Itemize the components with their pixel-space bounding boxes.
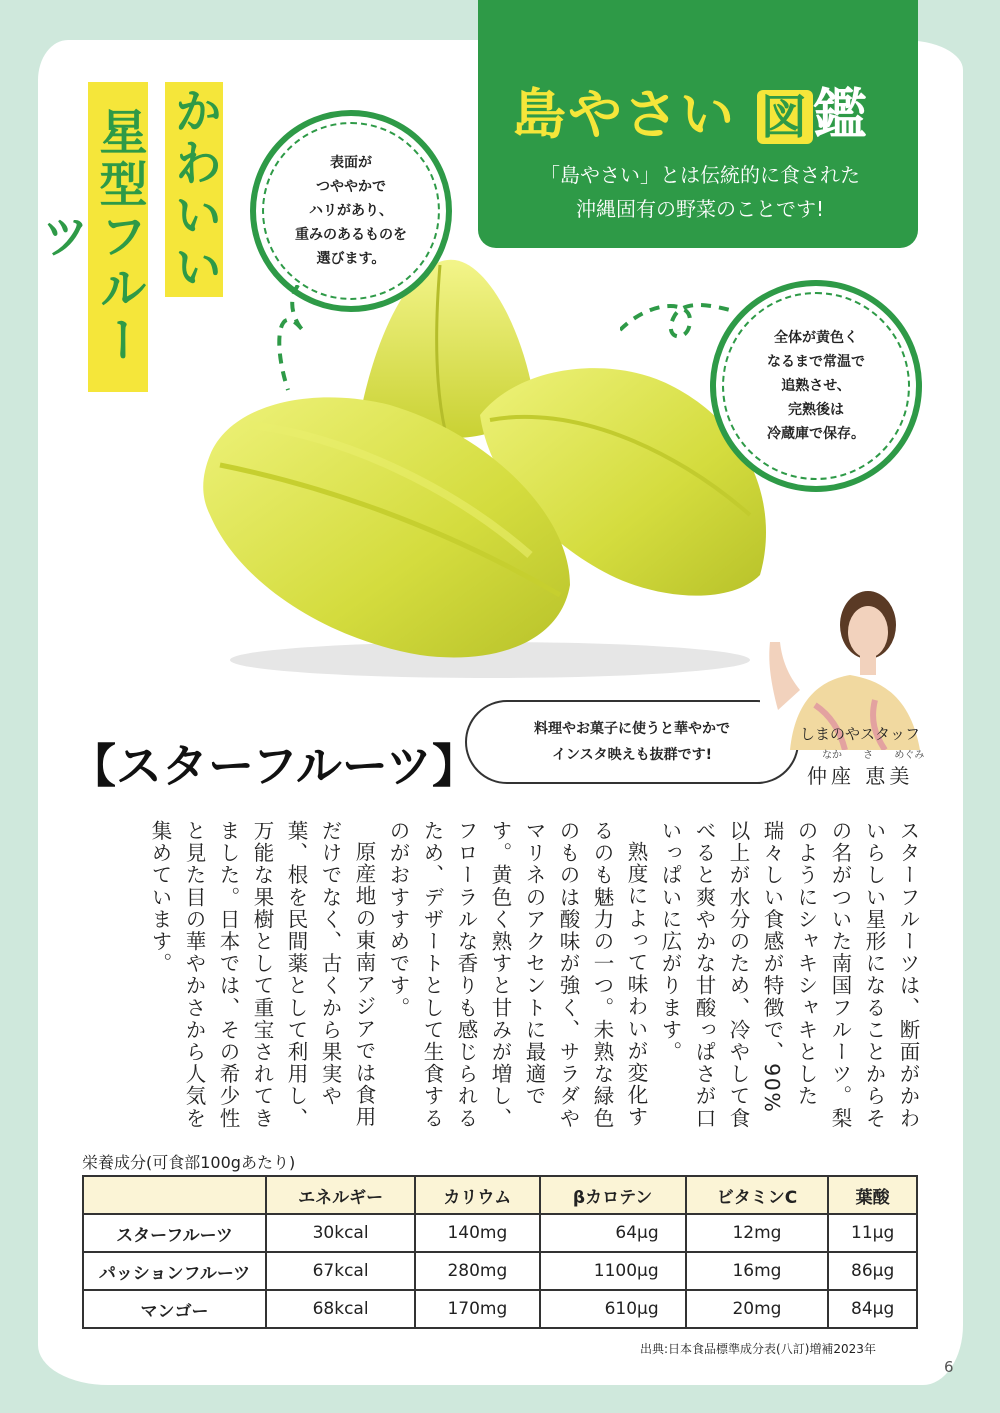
table-header-row: [83, 1176, 917, 1214]
title-part1: 島やさい: [512, 83, 736, 146]
body-paragraph-1: スターフルーツは、断面がかわいらしい星形になることからその名がついた南国フルーツ。梨のようにシャキシャキとした瑞々しい食感が特徴で、90%以上が水分のため、冷やして食べると爽やかな甘酸っぱさが口いっぱいに広がります。: [658, 820, 920, 1130]
table-cell: 20mg: [686, 1290, 829, 1328]
table-cell: 11μg: [828, 1214, 917, 1252]
table-cell: 610μg: [540, 1290, 686, 1328]
speech-line1: 料理やお菓子に使うと華やかで: [534, 721, 730, 737]
table-cell: 16mg: [686, 1252, 829, 1290]
tip-note-storage: [710, 280, 922, 492]
header-vitamin-c: ビタミンC: [686, 1176, 829, 1214]
header-folate: 葉酸: [828, 1176, 917, 1214]
staff-role: しまのやスタッフ: [800, 725, 921, 743]
fruit-title: 【スターフルーツ】: [70, 739, 479, 793]
dashed-loop-decoration-2: [620, 290, 730, 350]
table-source: 出典:日本食品標準成分表(八訂)増補2023年: [640, 1342, 876, 1356]
table-cell: 84μg: [828, 1290, 917, 1328]
headline-line1: かわいい: [165, 82, 223, 297]
title-zukan: 図: [757, 90, 813, 144]
table-row: [83, 1290, 917, 1328]
header-subtitle: [500, 158, 900, 226]
header-beta-carotene: βカロテン: [540, 1176, 686, 1214]
ruby-given: めぐみ: [894, 750, 925, 761]
page-title: [512, 72, 892, 149]
title-part2: 鑑: [812, 83, 869, 146]
header-potassium: カリウム: [415, 1176, 539, 1214]
body-paragraph-2: 熟度によって味わいが変化するのも魅力の一つ。未熟な緑色のものは酸味が強く、サラダやマリネのアクセントに最適です。黄色く熟すと甘みが増し、フローラルな香りも感じられるため、デザートとして生食するのがおすすめです。: [386, 820, 648, 1130]
tip-note-selection: [250, 110, 452, 312]
ruby-family: なか さ: [822, 750, 874, 761]
table-cell: 64μg: [540, 1214, 686, 1252]
row-label: パッションフルーツ: [83, 1252, 266, 1290]
table-cell: 280mg: [415, 1252, 539, 1290]
headline-line2: 星型フルーツ: [88, 82, 148, 392]
row-label: マンゴー: [83, 1290, 266, 1328]
note2-text: 全体が黄色く なるまで常温で 追熟させ、 完熟後は 冷蔵庫で保存。: [767, 330, 865, 442]
dashed-loop-decoration: [268, 285, 338, 395]
table-cell: 170mg: [415, 1290, 539, 1328]
body-paragraph-3: 原産地の東南アジアでは食用だけでなく、古くから果実や葉、根を民間薬として利用し、万能な果樹として重宝されてきました。日本では、その希少性と見た目の華やかさから人気を集めています。: [148, 820, 376, 1130]
table-cell: 12mg: [686, 1214, 829, 1252]
article-body: [80, 820, 925, 1130]
subtitle-line1: 「島やさい」とは伝統的に食された: [540, 163, 860, 187]
page-number: 6: [944, 1358, 954, 1376]
staff-name: 仲座 恵美: [807, 764, 914, 788]
note1-text: 表面が つややかで ハリがあり、 重みのあるものを 選びます。: [295, 155, 407, 267]
speech-line2: インスタ映えも抜群です!: [552, 747, 712, 763]
table-cell: 140mg: [415, 1214, 539, 1252]
table-row: [83, 1214, 917, 1252]
table-cell: 67kcal: [266, 1252, 415, 1290]
table-cell: 30kcal: [266, 1214, 415, 1252]
staff-name-ruby: [822, 746, 924, 761]
table-cell: 68kcal: [266, 1290, 415, 1328]
table-cell: 86μg: [828, 1252, 917, 1290]
nutrition-table: [82, 1175, 918, 1329]
header-blank: [83, 1176, 266, 1214]
header-energy: エネルギー: [266, 1176, 415, 1214]
table-cell: 1100μg: [540, 1252, 686, 1290]
nutrition-caption: 栄養成分(可食部100gあたり): [82, 1153, 296, 1172]
subtitle-line2: 沖縄固有の野菜のことです!: [575, 197, 825, 221]
row-label: スターフルーツ: [83, 1214, 266, 1252]
table-row: [83, 1252, 917, 1290]
staff-speech-bubble: [465, 700, 799, 784]
